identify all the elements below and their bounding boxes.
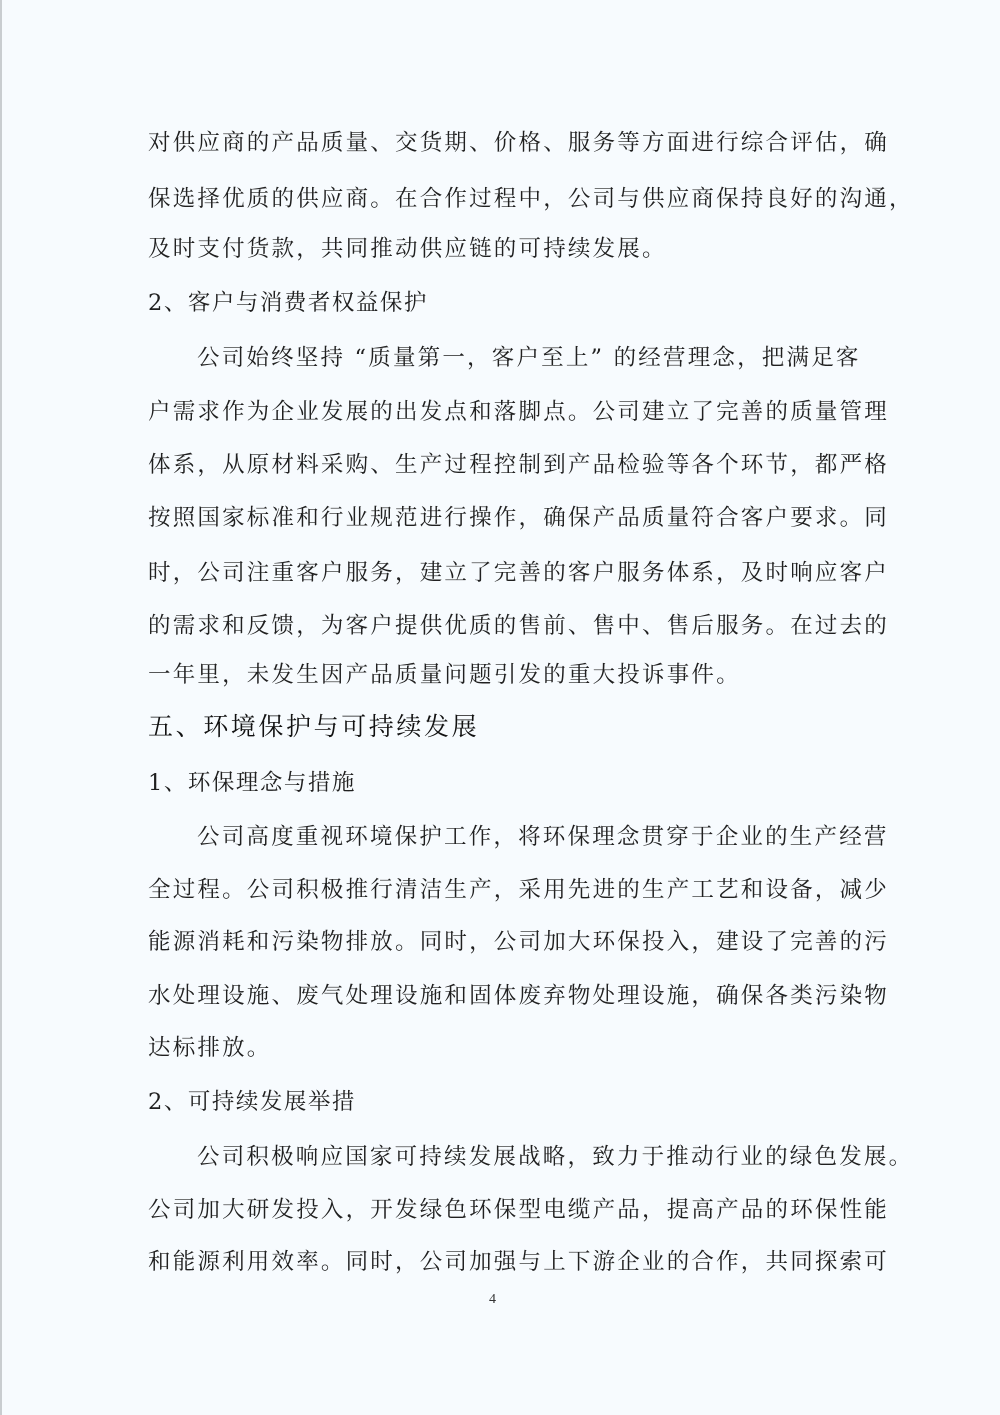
paragraph-line: 公司加大研发投入，开发绿色环保型电缆产品，提高产品的环保性能 [148, 1197, 890, 1223]
subheading-environmental-measures: 1、环保理念与措施 [148, 770, 356, 796]
paragraph-line: 全过程。公司积极推行清洁生产，采用先进的生产工艺和设备，减少 [148, 877, 890, 903]
page-number: 4 [489, 1292, 496, 1307]
paragraph-line: 体系，从原材料采购、生产过程控制到产品检验等各个环节，都严格 [148, 452, 890, 478]
paragraph-line: 达标排放。 [148, 1035, 272, 1061]
subheading-customer-protection: 2、客户与消费者权益保护 [148, 290, 428, 316]
section-heading-environment: 五、环境保护与可持续发展 [148, 712, 480, 741]
paragraph-line: 公司积极响应国家可持续发展战略，致力于推动行业的绿色发展。 [197, 1144, 914, 1170]
subheading-sustainability-measures: 2、可持续发展举措 [148, 1089, 356, 1115]
paragraph-line: 公司始终坚持 “质量第一，客户至上” 的经营理念，把满足客 [197, 345, 861, 371]
paragraph-line: 能源消耗和污染物排放。同时，公司加大环保投入，建设了完善的污 [148, 929, 890, 955]
paragraph-line: 时，公司注重客户服务，建立了完善的客户服务体系，及时响应客户 [148, 560, 890, 586]
paragraph-line: 公司高度重视环境保护工作，将环保理念贯穿于企业的生产经营 [197, 824, 889, 850]
paragraph-line: 的需求和反馈，为客户提供优质的售前、售中、售后服务。在过去的 [148, 613, 890, 639]
paragraph-line: 保选择优质的供应商。在合作过程中，公司与供应商保持良好的沟通， [148, 186, 914, 212]
paragraph-line: 和能源利用效率。同时，公司加强与上下游企业的合作，共同探索可 [148, 1249, 890, 1275]
paragraph-line: 按照国家标准和行业规范进行操作，确保产品质量符合客户要求。同 [148, 505, 890, 531]
paragraph-line: 水处理设施、废气处理设施和固体废弃物处理设施，确保各类污染物 [148, 983, 890, 1009]
paragraph-line: 及时支付货款，共同推动供应链的可持续发展。 [148, 236, 667, 262]
paragraph-line: 户需求作为企业发展的出发点和落脚点。公司建立了完善的质量管理 [148, 399, 890, 425]
paragraph-line: 一年里，未发生因产品质量问题引发的重大投诉事件。 [148, 662, 741, 688]
paragraph-line: 对供应商的产品质量、交货期、价格、服务等方面进行综合评估，确 [148, 130, 890, 156]
